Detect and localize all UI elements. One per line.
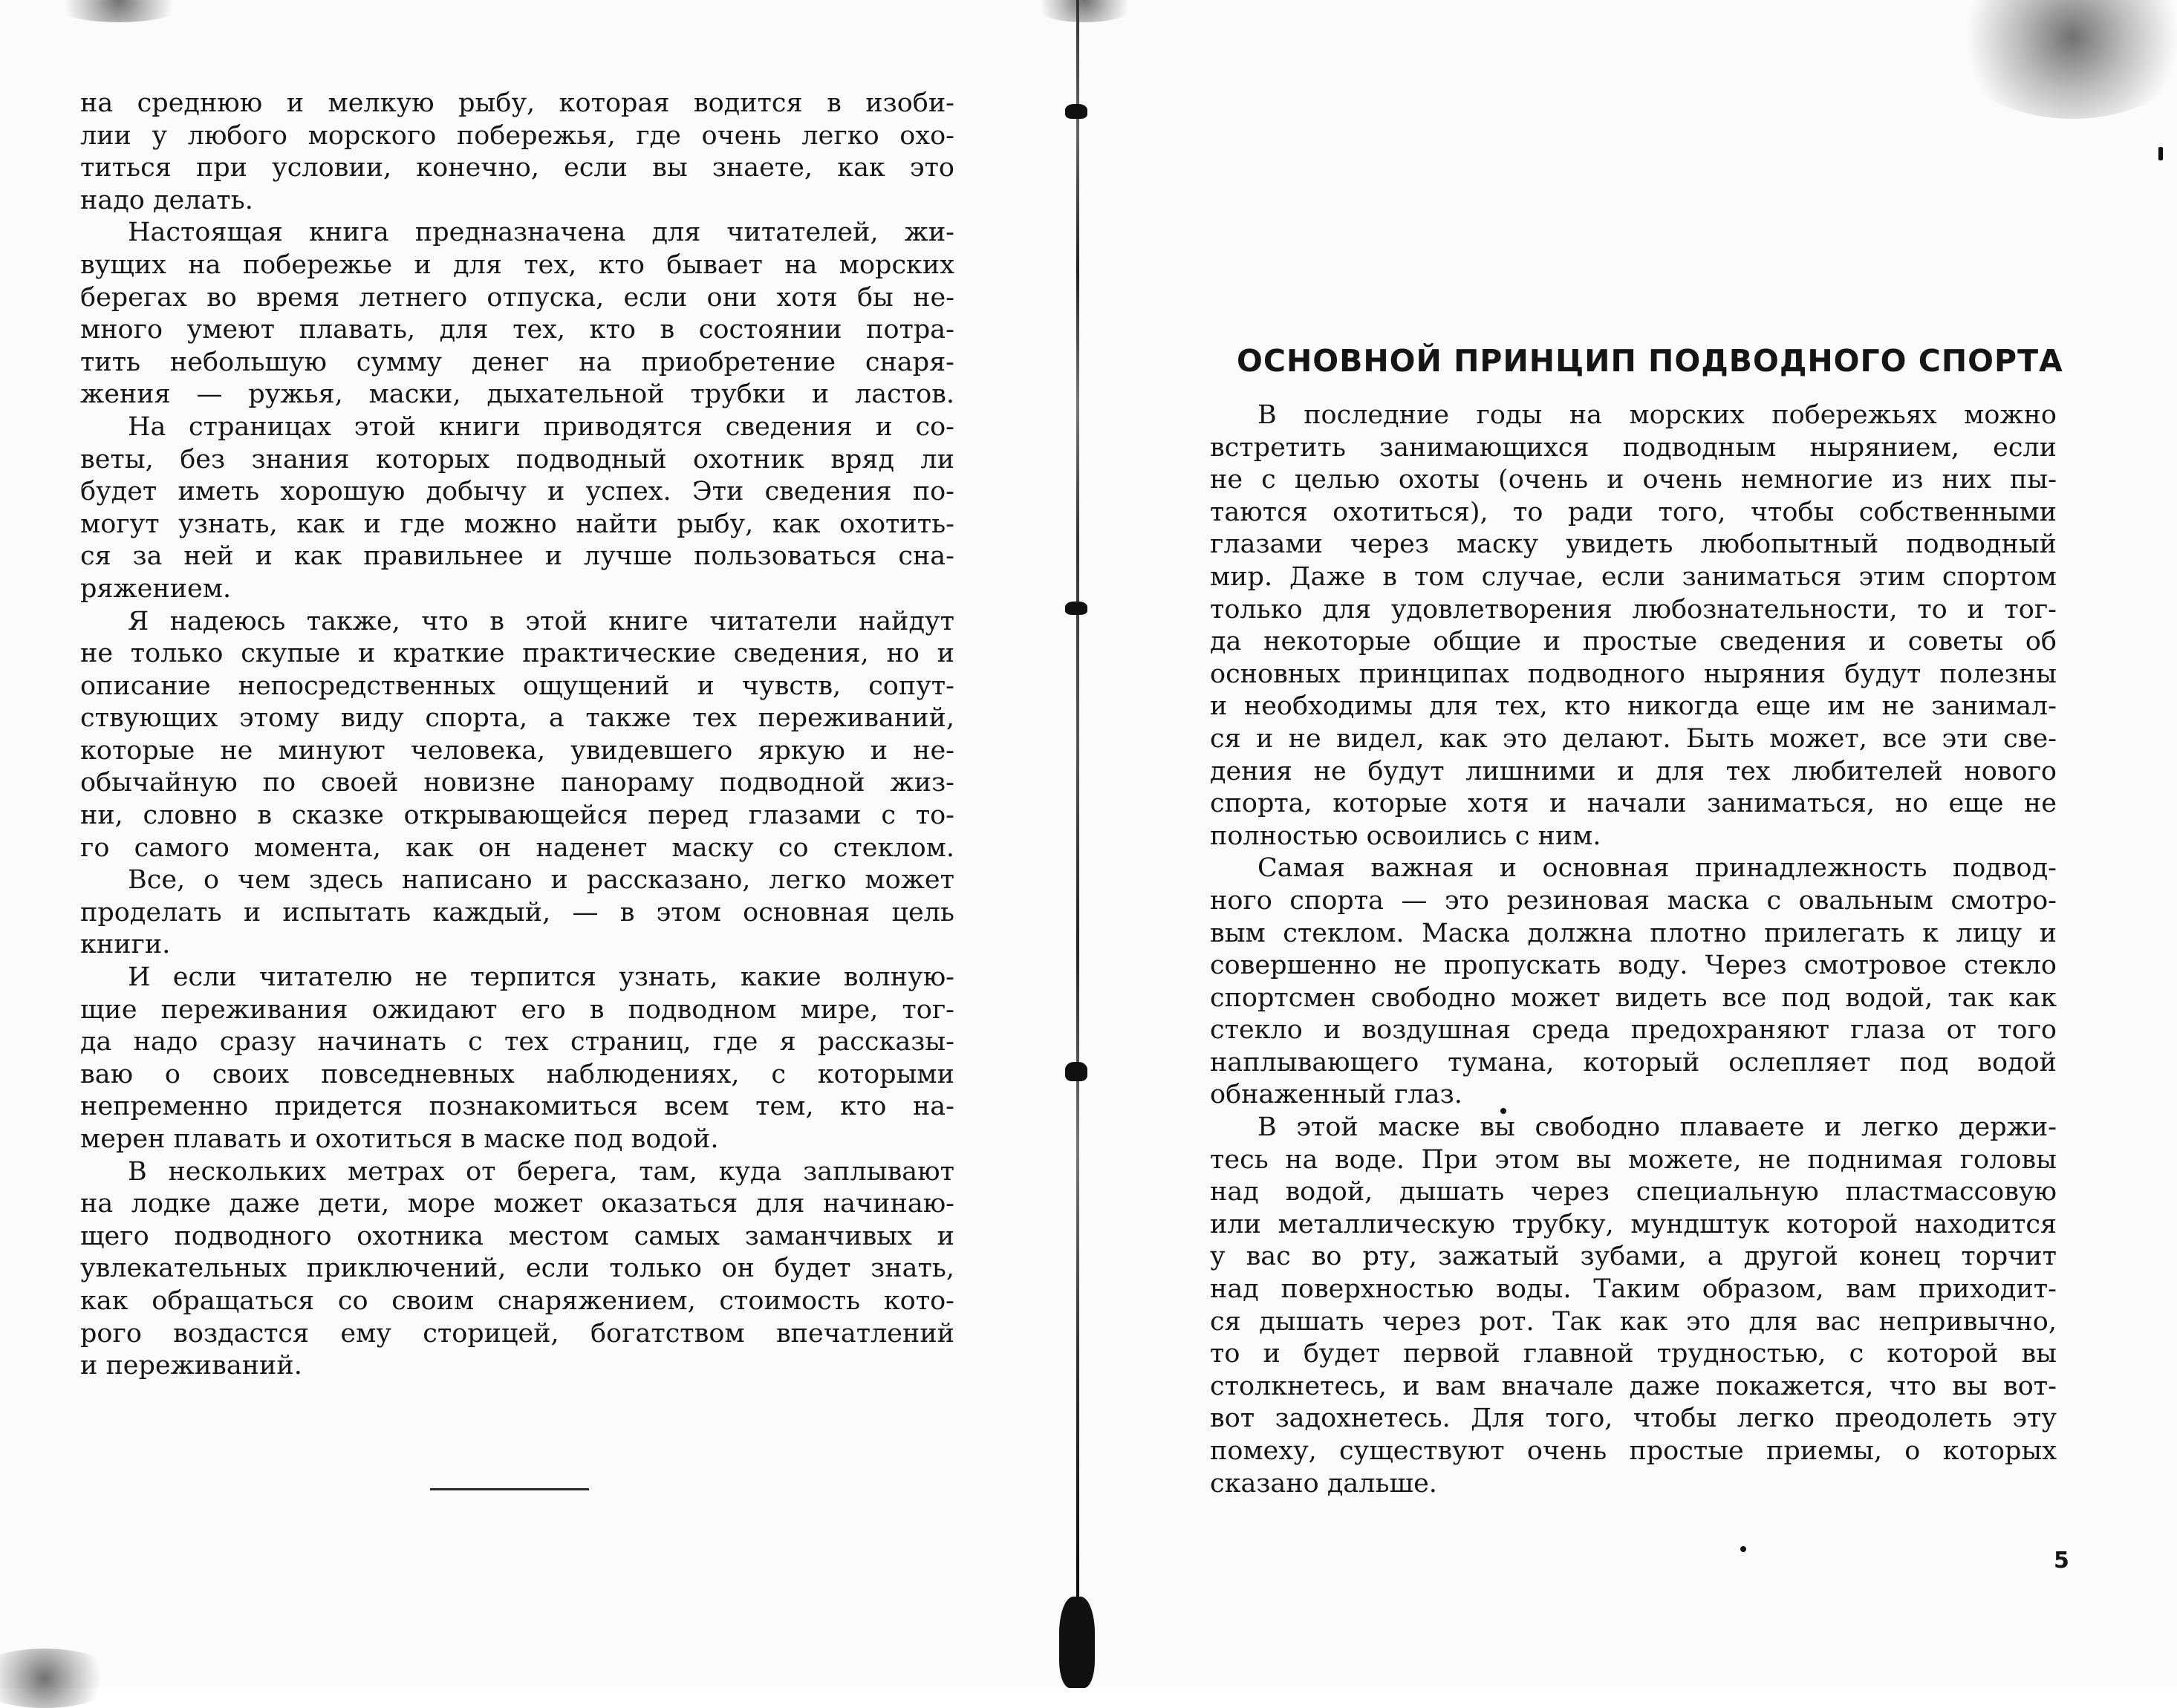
gutter-blot [1065,602,1087,615]
left-page-text [80,88,954,1383]
text-line: В этой маске вы свободно плаваете и легко держи- [1257,1112,2057,1143]
text-line: будет иметь хорошую добычу и успех. Эти сведения по- [80,477,954,507]
text-line: ного спорта — это резиновая маска с овальным смотро- [1210,885,2057,916]
text-line: мир. Даже в том случае, если заниматься этим спортом [1210,561,2057,592]
text-line: у вас во рту, зажатый зубами, а другой конец торчит [1210,1242,2057,1272]
section-separator-line [430,1488,589,1490]
text-line: полностью освоились с ним. [1210,821,1601,851]
text-line: сказано дальше. [1210,1468,1437,1499]
text-line: спорта, которые хотя и начали заниматься, но еще не [1210,789,2057,819]
text-line: Я надеюсь также, что в этой книге читатели найдут [128,606,954,636]
text-line: тесь на воде. При этом вы можете, не поднимая головы [1210,1144,2057,1175]
text-line: глазами через маску увидеть любопытный подводный [1210,529,2057,560]
text-line: таются охотиться), то ради того, чтобы собственными [1210,497,2057,527]
text-line: Настоящая книга предназначена для читателей, жи- [128,218,954,248]
text-line: ни, словно в сказке открывающейся перед глазами с то- [80,801,954,831]
text-line: ряжением. [80,573,232,604]
text-line: над водой, дышать через специальную пластмассовую [1210,1177,2057,1207]
text-line: веты, без знания которых подводный охотник вряд ли [80,444,954,475]
text-line: вым стеклом. Маска должна плотно прилегать к лицу и [1210,918,2057,948]
text-line: встретить занимающихся подводным нырянием, если [1210,432,2057,463]
text-line: на лодке даже дети, море может оказаться для начинаю- [80,1189,954,1219]
text-line: рого воздастся ему сторицей, богатством впечатлений [80,1318,954,1349]
text-line: которые не минуют человека, увидевшего яркую и не- [80,735,954,766]
text-line: мерен плавать и охотиться в маске под водой. [80,1124,719,1154]
text-line: жения — ружья, маски, дыхательной трубки и ластов. [80,379,954,410]
text-line: ствующих этому виду спорта, а также тех переживаний, [80,703,954,734]
text-line: вущих на побережье и для тех, кто бывает на морских [80,250,954,280]
text-line: щие переживания ожидают его в подводном мире, тог- [80,994,954,1025]
text-line: обнаженный глаз. [1210,1080,1462,1110]
text-line: спортсмен свободно может видеть все под водой, так как [1210,982,2057,1013]
text-line: лии у любого морского побережья, где очень легко охо- [80,120,954,151]
text-line: и переживаний. [80,1351,302,1381]
gutter-blot [1065,104,1087,119]
text-line: над поверхностью воды. Таким образом, вам приходит- [1210,1274,2057,1305]
text-line: совершенно не пропускать воду. Через смотровое стекло [1210,951,2057,981]
text-line: щего подводного охотника местом самых заманчивых и [80,1221,954,1251]
text-line: не только скупые и краткие практические сведения, но и [80,639,954,669]
right-page-text [1210,400,2057,1500]
text-line: дения не будут лишними и для тех любителей нового [1210,756,2057,786]
text-line: да некоторые общие и простые сведения и советы об [1210,627,2057,657]
text-line: И если читателю не терпится узнать, какие волную- [128,962,954,993]
chapter-heading: ОСНОВНОЙ ПРИНЦИП ПОДВОДНОГО СПОРТА [1237,343,2063,379]
text-line: В последние годы на морских побережьях можно [1257,400,2057,430]
text-line: много умеют плавать, для тех, кто в состоянии потра- [80,315,954,345]
text-line: помеху, существуют очень простые приемы, о которых [1210,1436,2057,1466]
text-line: наплывающего тумана, который ослепляет под водой [1210,1047,2057,1078]
text-line: Самая важная и основная принадлежность подвод- [1257,853,2057,884]
gutter-fold-line [1076,0,1079,1688]
text-line: обычайную по своей новизне панораму подводной жиз- [80,768,954,798]
text-line: ся дышать через рот. Так как это для вас непривычно, [1210,1306,2057,1337]
text-line: могут узнать, как и где можно найти рыбу, как охотить- [80,509,954,539]
text-line: стекло и воздушная среда предохраняют глаза от того [1210,1015,2057,1046]
left-page [0,0,1070,1688]
text-line: ся за ней и как правильнее и лучше пользоваться сна- [80,541,954,572]
text-line: проделать и испытать каждый, — в этом основная цель [80,897,954,928]
page-number: 5 [2054,1548,2069,1574]
text-line: столкнетесь, и вам вначале даже покажется, что вы вот- [1210,1371,2057,1401]
text-line: не с целью охоты (очень и очень немногие из них пы- [1210,465,2057,495]
gutter-blot [1065,1062,1087,1081]
text-line: и необходимы для тех, кто никогда еще им не занимал- [1210,691,2057,722]
text-line: непременно придется познакомиться всем тем, кто на- [80,1092,954,1122]
text-line: то и будет первой главной трудностью, с которой вы [1210,1339,2057,1369]
text-line: только для удовлетворения любознательности, то и тог- [1210,594,2057,625]
text-line: ваю о своих повседневных наблюдениях, с которыми [80,1059,954,1089]
text-line: вот задохнетесь. Для того, чтобы легко преодолеть эту [1210,1404,2057,1434]
text-line: го самого момента, как он наденет маску со стеклом. [80,832,954,863]
text-line: книги. [80,930,171,960]
text-line: В нескольких метрах от берега, там, куда заплывают [128,1156,954,1187]
text-line: титься при условии, конечно, если вы знаете, как это [80,153,954,183]
text-line: описание непосредственных ощущений и чувств, сопут- [80,671,954,701]
text-line: или металлическую трубку, мундштук которой находится [1210,1209,2057,1239]
text-line: как обращаться со своим снаряжением, стоимость кото- [80,1285,954,1316]
text-line: увлекательных приключений, если только он будет знать, [80,1254,954,1284]
book-gutter [1070,0,1087,1688]
text-line: берегах во время летнего отпуска, если они хотя бы не- [80,282,954,313]
text-line: ся и не видел, как это делают. Быть может, все эти све- [1210,723,2057,754]
right-page [1088,0,2177,1688]
text-line: Все, о чем здесь написано и рассказано, легко может [128,865,954,896]
text-line: основных принципах подводного ныряния будут полезны [1210,659,2057,689]
text-line: На страницах этой книги приводятся сведения и со- [128,411,954,442]
text-line: надо делать. [80,185,253,215]
text-line: да надо сразу начинать с тех страниц, где я рассказы- [80,1027,954,1057]
text-line: тить небольшую сумму денег на приобретение снаря- [80,347,954,377]
text-line: на среднюю и мелкую рыбу, которая водится в изоби- [80,88,954,118]
